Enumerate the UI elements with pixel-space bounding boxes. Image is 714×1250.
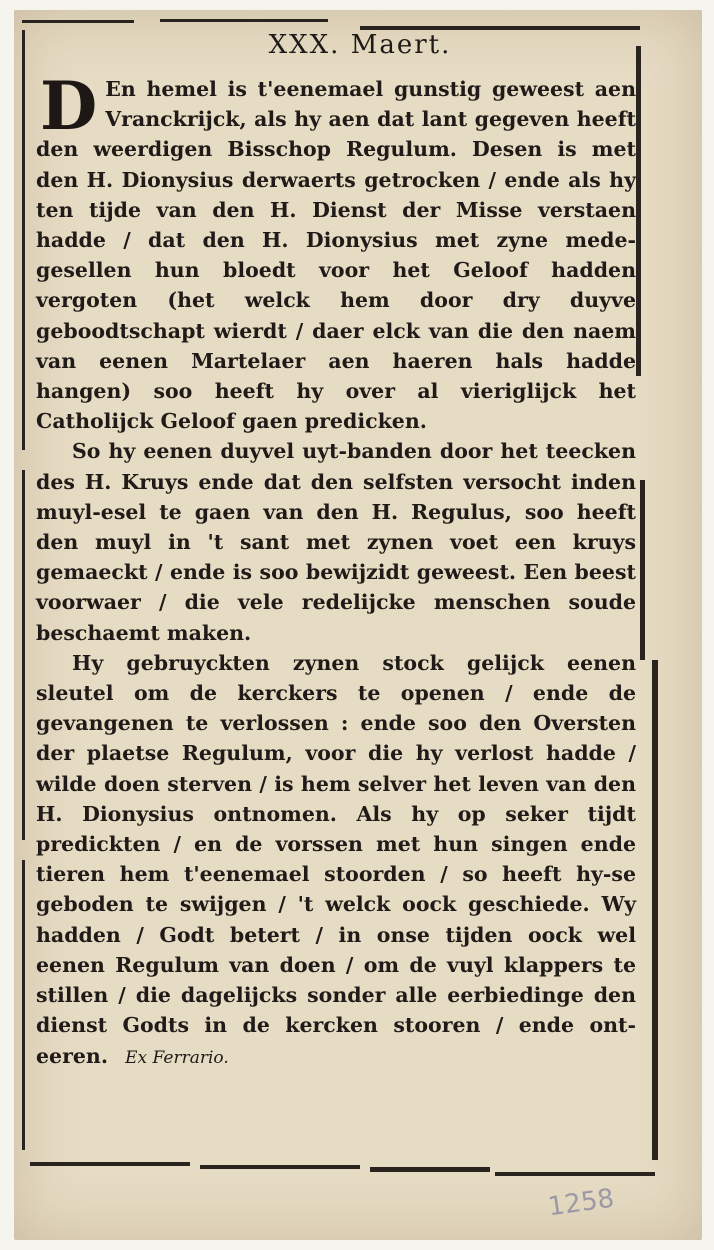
frame-rule-right [640,480,645,660]
frame-rule-bottom [495,1172,655,1176]
drop-cap: D [40,67,98,145]
paragraph-1-container [36,67,636,436]
frame-rule-left [22,470,25,840]
frame-rule-top [160,19,328,22]
frame-rule-bottom [200,1165,360,1169]
page-title: XXX. Maert. [268,30,452,60]
body-text [36,67,636,1073]
frame-rule-right [636,46,641,376]
frame-rule-left [22,860,25,1150]
frame-rule-right [652,660,658,1160]
handwritten-number: 1258 [546,1183,616,1223]
frame-rule-bottom [370,1167,490,1172]
source-attribution: Ex Ferrario. [125,1047,229,1068]
paragraph-3-container [36,648,636,1073]
frame-rule-bottom [30,1162,190,1166]
paragraph-2: So hy eenen duyvel uyt-banden door het teecken des H. Kruys ende dat den selfsten versocht inden muyl-esel te gaen van den H. Regulus, soo heeft den muyl in 't sant met zynen voet een kruys gemaeckt / ende is soo bewijzidt geweest. Een beest voorwaer / die vele redelijcke menschen soude beschaemt maken. [36,439,636,645]
frame-rule-top [22,20,134,23]
paragraph-3: Hy gebruyckten zynen stock gelijck eenen sleutel om de kerckers te openen / ende de gevangenen te verlossen : ende soo den Oversten der plaetse Regulum, voor die hy verlost hadde / wilde doen sterven / is hem selver het leven van den H. Dionysius ontnomen. Als hy op seker tijdt predickten / en de vorssen met hun singen ende tieren hem t'eenemael stoorden / so heeft hy-se geboden te swijgen / 't welck oock geschiede. Wy hadden / Godt betert / in onse tijden oock wel eenen Regulum van doen / om de vuyl klappers te stillen / die dagelijcks sonder alle eerbiedinge den dienst Godts in de kercken stooren / ende ont-eeren. [36,650,636,1068]
paragraph-1: En hemel is t'eenemael gunstig geweest aen Vranckrijck, als hy aen dat lant gegeven heeft den weerdigen Bisschop Regulum. Desen is met den H. Dionysius derwaerts getrocken / ende als hy ten tijde van den H. Dienst der Misse verstaen hadde / dat den H. Dionysius met zyne mede-gesellen hun bloedt voor het Geloof hadden vergoten (het welck hem door dry duyve geboodtschapt wierdt / daer elck van die den naem van eenen Martelaer aen haeren hals hadde hangen) soo heeft hy over al vieriglijck het Catholijck Geloof gaen predicken. [36,77,636,434]
frame-rule-left [22,30,25,450]
